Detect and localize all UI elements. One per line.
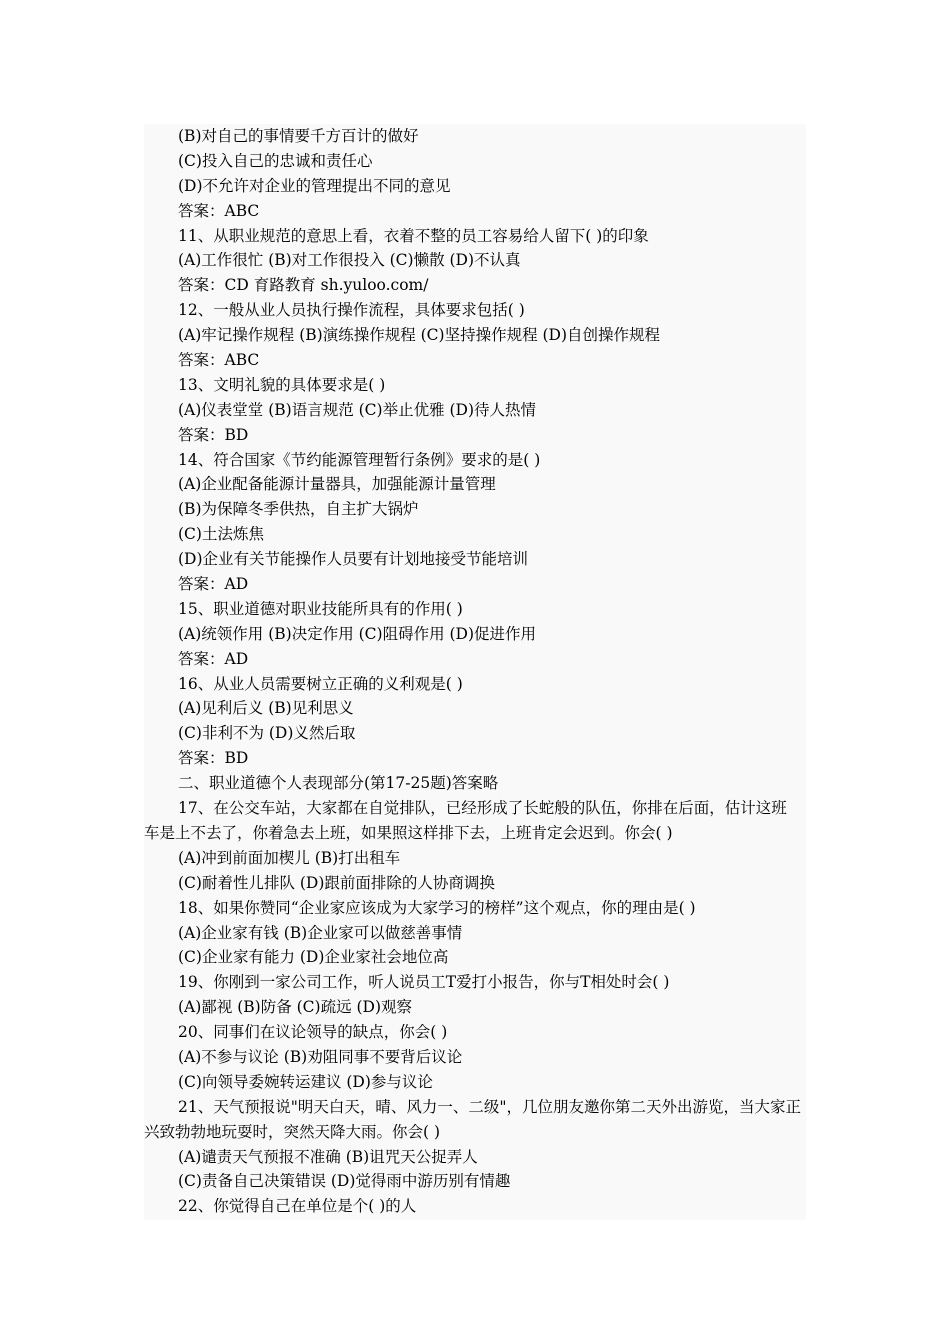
text-line: 答案：AD [178,575,249,594]
text-line: (C)投入自己的忠诚和责任心 [178,151,373,170]
text-line: 15、职业道德对职业技能所具有的作用( ) [178,599,463,618]
text-line: (D)不允许对企业的管理提出不同的意见 [178,176,451,195]
text-line: 二、职业道德个人表现部分(第17-25题)答案略 [178,774,499,793]
text-line: (B)对自己的事情要千方百计的做好 [178,127,419,145]
text-line: (B)为保障冬季供热，自主扩大锅炉 [178,500,419,519]
text-line: (C)耐着性儿排队 (D)跟前面排除的人协商调换 [178,873,495,892]
text-line: (C)土法炼焦 [178,525,264,544]
text-line: (A)企业配备能源计量器具，加强能源计量管理 [178,475,496,494]
text-line: 答案：ABC [178,201,260,220]
text-line: 14、符合国家《节约能源管理暂行条例》要求的是( ) [178,450,541,469]
text-line: 16、从业人员需要树立正确的义利观是( ) [178,674,463,693]
text-line: 18、如果你赞同“企业家应该成为大家学习的榜样”这个观点，你的理由是( ) [178,898,696,917]
text-line: (A)鄙视 (B)防备 (C)疏远 (D)观察 [178,998,413,1017]
text-line: 12、一般从业人员执行操作流程，具体要求包括( ) [178,301,525,320]
text-line: (C)非利不为 (D)义然后取 [178,724,356,743]
text-line: 22、你觉得自己在单位是个( )的人 [178,1197,417,1216]
text-line: 答案：AD [178,649,249,668]
text-line: (A)见利后义 (B)见利思义 [178,699,354,718]
text-line: 21、天气预报说"明天白天，晴、风力一、二级"，几位朋友邀你第二天外出游览，当大家正 [178,1097,801,1116]
text-line: 兴致勃勃地玩耍时，突然天降大雨。你会( ) [144,1122,441,1141]
text-line: (A)工作很忙 (B)对工作很投入 (C)懒散 (D)不认真 [178,251,521,270]
text-line: (C)企业家有能力 (D)企业家社会地位高 [178,948,449,967]
text-line: (A)牢记操作规程 (B)演练操作规程 (C)坚持操作规程 (D)自创操作规程 [178,326,661,345]
text-line: 答案：CD 育路教育 sh.yuloo.com/ [178,276,429,295]
text-line: (A)企业家有钱 (B)企业家可以做慈善事情 [178,923,463,942]
text-line: (A)仪表堂堂 (B)语言规范 (C)举止优雅 (D)待人热情 [178,400,537,419]
text-line: 13、文明礼貌的具体要求是( ) [178,375,386,394]
text-line: 车是上不去了，你着急去上班，如果照这样排下去，上班肯定会迟到。你会( ) [144,823,673,842]
text-line: 答案：ABC [178,351,260,370]
text-line: 答案：BD [178,425,249,444]
text-line: 17、在公交车站，大家都在自觉排队，已经形成了长蛇般的队伍，你排在后面，估计这班 [178,799,787,818]
text-line: 19、你刚到一家公司工作，听人说员工T爱打小报告，你与T相处时会( ) [178,973,670,992]
text-line: 答案：BD [178,749,249,768]
text-line: (A)不参与议论 (B)劝阻同事不要背后议论 [178,1047,463,1066]
text-line: 11、从职业规范的意思上看，衣着不整的员工容易给人留下( )的印象 [178,226,649,245]
text-line: (A)冲到前面加楔儿 (B)打出租车 [178,848,401,867]
text-line: (D)企业有关节能操作人员要有计划地接受节能培训 [178,550,529,569]
text-line: 20、同事们在议论领导的缺点，你会( ) [178,1023,448,1042]
document-page [144,124,806,1220]
text-line: (A)谴责天气预报不准确 (B)诅咒天公捉弄人 [178,1147,478,1166]
text-line: (A)统领作用 (B)决定作用 (C)阻碍作用 (D)促进作用 [178,624,537,643]
text-line: (C)向领导委婉转运建议 (D)参与议论 [178,1072,433,1091]
text-line: (C)责备自己决策错误 (D)觉得雨中游历别有情趣 [178,1172,511,1191]
